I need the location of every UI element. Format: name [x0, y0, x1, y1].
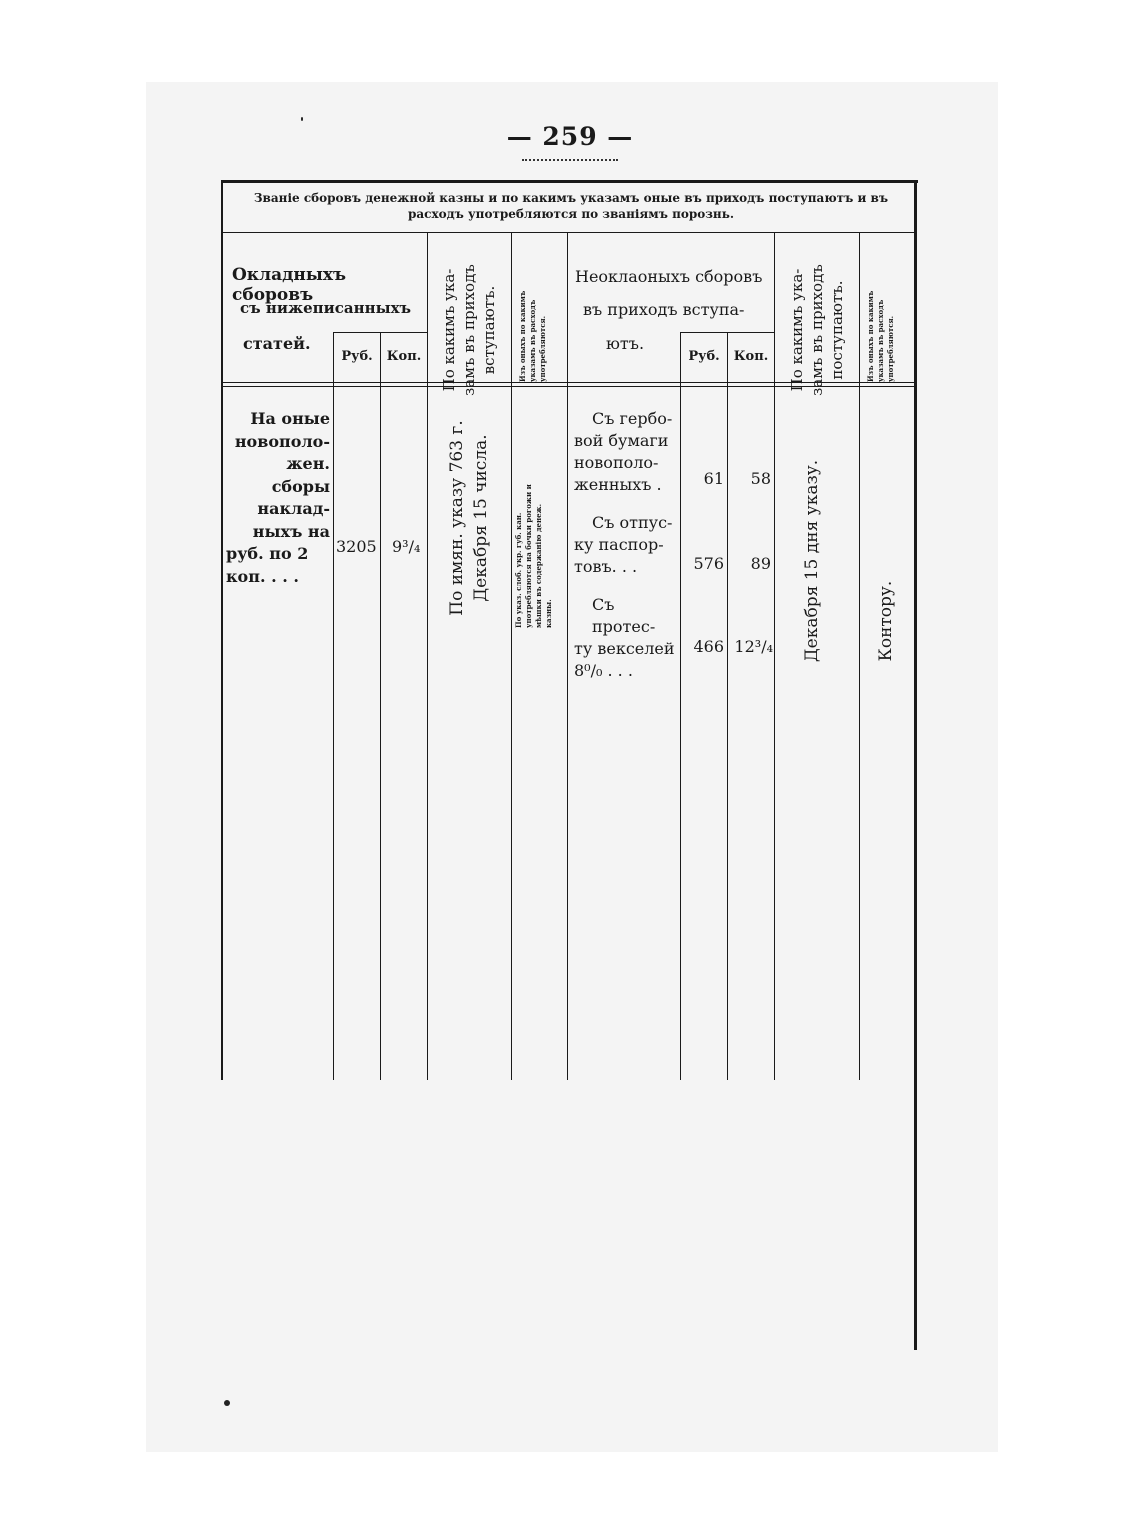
col4-item-line: новополо-	[574, 453, 659, 472]
col4-header-line1: Неоклаоныхъ сборовъ	[575, 267, 763, 286]
col2-cell-line1: По имян. указу 763 г.	[447, 420, 467, 616]
col4-item-line: ку паспор-	[574, 535, 664, 554]
col3-header	[518, 232, 548, 382]
col4-item-line: 8⁰/₀ . . .	[574, 661, 633, 680]
col6-header-line2: указамъ въ расходъ	[876, 299, 885, 382]
col4-item-1	[574, 408, 678, 496]
col1-row-rub: 3205	[336, 537, 377, 556]
col1-row-line: наклад-	[257, 499, 330, 518]
col2-header-line3: вступаютъ.	[480, 285, 498, 375]
col2-header	[439, 255, 499, 405]
col1-row-line: ныхъ на	[252, 521, 330, 541]
col1-sub-kop: Коп.	[386, 349, 422, 364]
col4-sub-rub: Руб.	[688, 349, 720, 364]
col4-item-line: Съ протес-	[592, 595, 656, 636]
col1-row-line: коп. . . .	[226, 566, 299, 586]
col4-item-2	[574, 512, 678, 578]
col5-header-line2: замъ въ приходъ	[808, 264, 826, 396]
col1-row-line: На оные	[250, 409, 330, 428]
col3-header-line2: указамъ въ расходъ	[528, 299, 537, 382]
scan-speck	[301, 117, 303, 121]
col2-header-line1: По какимъ ука-	[440, 268, 458, 392]
col6-header	[866, 232, 896, 382]
col3-header-line3: употребляются.	[538, 315, 547, 382]
col5-header	[787, 255, 847, 405]
col1-header-line1: Окладныхъ сборовъ	[232, 265, 347, 305]
col4-item-line: товъ. . .	[574, 557, 638, 576]
table-top-rule	[221, 180, 918, 183]
col1-row-line: руб. по 2	[226, 544, 309, 563]
col2-cell	[445, 403, 493, 633]
col4-item-1-rub: 61	[703, 469, 724, 488]
page-number-underline	[522, 156, 618, 161]
col6-header-line3: употребляются.	[886, 315, 895, 382]
col4-item-2-rub: 576	[693, 554, 724, 573]
heading-divider	[223, 232, 914, 233]
col1-row-kop: 9³/₄	[392, 537, 421, 556]
col6-header-line1: Изъ оныхъ по какимъ	[866, 290, 875, 382]
col3-header-line1: Изъ оныхъ по какимъ	[518, 290, 527, 382]
col1-row-text	[226, 408, 330, 588]
col1-row-line: новополо-	[234, 431, 330, 451]
scan-speck	[224, 1400, 230, 1406]
col-rule-5	[774, 232, 775, 1080]
col4-item-1-kop: 58	[750, 469, 771, 488]
page-number: — 259 —	[506, 122, 634, 151]
col5-header-line1: По какимъ ука-	[788, 268, 806, 392]
col5-cell: Декабря 15 дня указу.	[802, 459, 822, 663]
table-heading: Званіе сборовъ денежной казны и по какимъ указамъ оные въ приходъ поступаютъ и въ расходъ употребляются по званіямъ порознь.	[253, 191, 889, 221]
col4-item-2-kop: 89	[750, 554, 771, 573]
col4-sub-kop: Коп.	[733, 349, 769, 364]
col4-item-3-rub: 466	[693, 637, 724, 656]
subhead-rule-right	[680, 332, 774, 333]
col4-item-line: Съ гербо-	[592, 409, 673, 428]
col-rule-6	[859, 232, 860, 1080]
col2-header-line2: замъ въ приходъ	[460, 264, 478, 396]
col1-sub-rub: Руб.	[341, 349, 373, 364]
col1-header-line3: статей.	[243, 334, 311, 353]
col1-header-line2: съ нижеписанныхъ	[240, 299, 412, 317]
col3-cell	[514, 410, 554, 628]
col-rule-rub	[333, 332, 334, 1080]
col1-row-line: жен. сборы	[271, 454, 330, 496]
col4-header-line3: ютъ.	[606, 334, 645, 353]
col4-header-line2: въ приходъ вступа-	[583, 300, 745, 319]
col4-item-line: вой бумаги	[574, 431, 669, 450]
table-right-rule	[914, 180, 917, 1350]
col3-cell-line2: употребляются на бочки рогожи и	[524, 484, 533, 628]
col4-item-3-kop: 12³/₄	[734, 637, 773, 656]
col-rule-rub2	[680, 332, 681, 1080]
col3-cell-line3: мѣшки въ содержанію денеж.	[534, 503, 543, 628]
col3-cell-line1: По указ. слоб. укр. губ. кан.	[514, 512, 523, 628]
col4-item-line: ту векселей	[574, 639, 675, 658]
col4-item-3	[574, 594, 678, 682]
col6-cell: Контору.	[876, 580, 896, 662]
subhead-rule-left	[333, 332, 427, 333]
col5-header-line3: поступаютъ.	[828, 280, 846, 380]
col2-cell-line2: Декабря 15 числа.	[471, 434, 491, 602]
col-rule-2	[427, 232, 428, 1080]
col-rule-4	[567, 232, 568, 1080]
col-rule-kop	[380, 332, 381, 1080]
col3-cell-line4: казны.	[544, 599, 553, 628]
table-left-rule	[221, 180, 223, 1080]
col-rule-kop2	[727, 332, 728, 1080]
col-rule-3	[511, 232, 512, 1080]
col4-item-line: Съ отпус-	[592, 513, 673, 532]
col4-item-line: женныхъ .	[574, 475, 662, 494]
